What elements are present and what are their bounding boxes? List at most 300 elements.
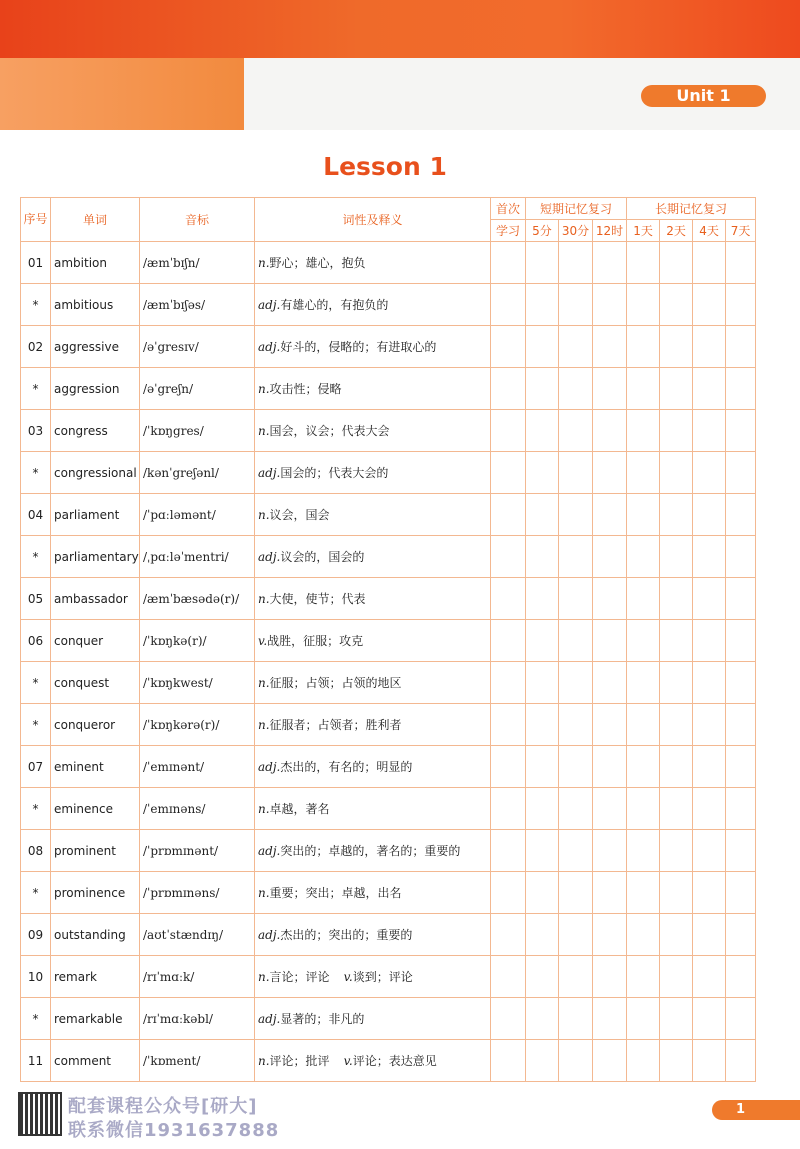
- review-7d-cell[interactable]: [726, 788, 756, 830]
- definition-text: 杰出的；突出的；重要的: [280, 928, 413, 942]
- review-7d-cell[interactable]: [726, 284, 756, 326]
- review-12h-cell[interactable]: [593, 998, 627, 1040]
- row-ipa: /ˈkɒŋkə(r)/: [140, 620, 255, 662]
- header-first-bottom: 学习: [491, 220, 526, 242]
- review-12h-cell[interactable]: [593, 284, 627, 326]
- review-first-cell[interactable]: [491, 326, 526, 368]
- definition-text: 显著的；非凡的: [280, 1012, 365, 1026]
- row-index: 08: [21, 830, 51, 872]
- row-word: aggression: [51, 368, 140, 410]
- review-5min-cell[interactable]: [526, 956, 559, 998]
- row-definition: [255, 662, 491, 704]
- review-first-cell[interactable]: [491, 956, 526, 998]
- table-row: [21, 704, 756, 746]
- review-12h-cell[interactable]: [593, 872, 627, 914]
- row-definition: [255, 1040, 491, 1082]
- row-word: conquest: [51, 662, 140, 704]
- review-4d-cell[interactable]: [693, 830, 726, 872]
- review-first-cell[interactable]: [491, 578, 526, 620]
- definition-text: 征服；占领；占领的地区: [269, 676, 402, 690]
- row-index: *: [21, 368, 51, 410]
- review-30min-cell[interactable]: [559, 368, 593, 410]
- review-1d-cell[interactable]: [627, 662, 660, 704]
- review-5min-cell[interactable]: [526, 746, 559, 788]
- row-index: 02: [21, 326, 51, 368]
- review-30min-cell[interactable]: [559, 956, 593, 998]
- review-5min-cell[interactable]: [526, 326, 559, 368]
- review-1d-cell[interactable]: [627, 410, 660, 452]
- definition-text: 大使，使节；代表: [269, 592, 366, 606]
- review-1d-cell[interactable]: [627, 578, 660, 620]
- review-30min-cell[interactable]: [559, 914, 593, 956]
- header-long-7d: 7天: [726, 220, 756, 242]
- review-4d-cell[interactable]: [693, 788, 726, 830]
- row-ipa: /æmˈbɪʃəs/: [140, 284, 255, 326]
- review-12h-cell[interactable]: [593, 1040, 627, 1082]
- review-12h-cell[interactable]: [593, 452, 627, 494]
- review-7d-cell[interactable]: [726, 242, 756, 284]
- header-long-4d: 4天: [693, 220, 726, 242]
- review-2d-cell[interactable]: [660, 956, 693, 998]
- row-word: eminent: [51, 746, 140, 788]
- definition-text: 重要；突出；卓越，出名: [269, 886, 402, 900]
- header-ipa: 音标: [140, 198, 255, 242]
- row-ipa: /aʊtˈstændɪŋ/: [140, 914, 255, 956]
- review-1d-cell[interactable]: [627, 284, 660, 326]
- review-30min-cell[interactable]: [559, 704, 593, 746]
- table-row: [21, 536, 756, 578]
- review-30min-cell[interactable]: [559, 452, 593, 494]
- review-4d-cell[interactable]: [693, 1040, 726, 1082]
- review-1d-cell[interactable]: [627, 788, 660, 830]
- review-2d-cell[interactable]: [660, 1040, 693, 1082]
- row-index: 03: [21, 410, 51, 452]
- part-of-speech: n.: [258, 382, 270, 396]
- review-7d-cell[interactable]: [726, 326, 756, 368]
- row-definition: [255, 326, 491, 368]
- review-5min-cell[interactable]: [526, 242, 559, 284]
- review-4d-cell[interactable]: [693, 746, 726, 788]
- review-7d-cell[interactable]: [726, 452, 756, 494]
- row-word: eminence: [51, 788, 140, 830]
- row-ipa: /rɪˈmɑːk/: [140, 956, 255, 998]
- header-word: 单词: [51, 198, 140, 242]
- row-word: aggressive: [51, 326, 140, 368]
- review-2d-cell[interactable]: [660, 410, 693, 452]
- lesson-title: Lesson 1: [323, 152, 447, 181]
- part-of-speech: n.: [258, 508, 270, 522]
- table-row: [21, 410, 756, 452]
- review-4d-cell[interactable]: [693, 956, 726, 998]
- review-7d-cell[interactable]: [726, 998, 756, 1040]
- review-5min-cell[interactable]: [526, 914, 559, 956]
- review-12h-cell[interactable]: [593, 830, 627, 872]
- review-first-cell[interactable]: [491, 998, 526, 1040]
- review-7d-cell[interactable]: [726, 620, 756, 662]
- review-first-cell[interactable]: [491, 872, 526, 914]
- review-2d-cell[interactable]: [660, 620, 693, 662]
- row-index: 06: [21, 620, 51, 662]
- footer-promo-line1: 配套课程公众号[研大]: [68, 1096, 258, 1117]
- part-of-speech: n.: [258, 886, 270, 900]
- row-word: ambition: [51, 242, 140, 284]
- row-index: 04: [21, 494, 51, 536]
- row-ipa: /ˈprɒmɪnəns/: [140, 872, 255, 914]
- row-definition: [255, 830, 491, 872]
- review-7d-cell[interactable]: [726, 704, 756, 746]
- review-30min-cell[interactable]: [559, 872, 593, 914]
- row-word: conqueror: [51, 704, 140, 746]
- review-first-cell[interactable]: [491, 914, 526, 956]
- review-2d-cell[interactable]: [660, 326, 693, 368]
- row-ipa: /ˈemɪnənt/: [140, 746, 255, 788]
- part-of-speech: n.: [258, 592, 270, 606]
- row-ipa: /kənˈgreʃənl/: [140, 452, 255, 494]
- review-first-cell[interactable]: [491, 830, 526, 872]
- row-index: *: [21, 284, 51, 326]
- review-7d-cell[interactable]: [726, 914, 756, 956]
- part-of-speech: v.: [343, 1054, 353, 1068]
- review-5min-cell[interactable]: [526, 578, 559, 620]
- review-first-cell[interactable]: [491, 1040, 526, 1082]
- review-7d-cell[interactable]: [726, 830, 756, 872]
- review-1d-cell[interactable]: [627, 242, 660, 284]
- review-1d-cell[interactable]: [627, 872, 660, 914]
- header-long-1d: 1天: [627, 220, 660, 242]
- definition-text: 国会，议会；代表大会: [269, 424, 390, 438]
- definition-text: 国会的；代表大会的: [280, 466, 389, 480]
- review-1d-cell[interactable]: [627, 704, 660, 746]
- review-1d-cell[interactable]: [627, 830, 660, 872]
- review-7d-cell[interactable]: [726, 410, 756, 452]
- header-banner: [0, 0, 800, 58]
- review-12h-cell[interactable]: [593, 494, 627, 536]
- row-definition: [255, 452, 491, 494]
- page-number: 1: [712, 1100, 800, 1120]
- review-4d-cell[interactable]: [693, 368, 726, 410]
- header-long-term: 长期记忆复习: [627, 198, 756, 220]
- review-30min-cell[interactable]: [559, 410, 593, 452]
- part-of-speech: adj.: [258, 928, 281, 942]
- review-4d-cell[interactable]: [693, 620, 726, 662]
- review-2d-cell[interactable]: [660, 746, 693, 788]
- part-of-speech: adj.: [258, 844, 281, 858]
- row-index: *: [21, 662, 51, 704]
- header-long-2d: 2天: [660, 220, 693, 242]
- row-ipa: /ˈemɪnəns/: [140, 788, 255, 830]
- review-12h-cell[interactable]: [593, 326, 627, 368]
- review-5min-cell[interactable]: [526, 620, 559, 662]
- review-30min-cell[interactable]: [559, 662, 593, 704]
- table-row: [21, 578, 756, 620]
- review-5min-cell[interactable]: [526, 410, 559, 452]
- row-word: ambitious: [51, 284, 140, 326]
- review-12h-cell[interactable]: [593, 956, 627, 998]
- part-of-speech: adj.: [258, 340, 281, 354]
- row-definition: [255, 242, 491, 284]
- part-of-speech: v.: [343, 970, 353, 984]
- row-definition: [255, 998, 491, 1040]
- review-2d-cell[interactable]: [660, 452, 693, 494]
- review-first-cell[interactable]: [491, 452, 526, 494]
- review-5min-cell[interactable]: [526, 788, 559, 830]
- review-12h-cell[interactable]: [593, 788, 627, 830]
- review-4d-cell[interactable]: [693, 578, 726, 620]
- header-first-top: 首次: [491, 198, 526, 220]
- part-of-speech: adj.: [258, 760, 281, 774]
- review-7d-cell[interactable]: [726, 494, 756, 536]
- row-index: 10: [21, 956, 51, 998]
- row-definition: [255, 872, 491, 914]
- row-ipa: /ˈkɒment/: [140, 1040, 255, 1082]
- row-index: 01: [21, 242, 51, 284]
- part-of-speech: v.: [258, 634, 268, 648]
- review-first-cell[interactable]: [491, 284, 526, 326]
- vocabulary-table: [20, 197, 756, 1082]
- row-word: outstanding: [51, 914, 140, 956]
- review-1d-cell[interactable]: [627, 956, 660, 998]
- row-definition: [255, 536, 491, 578]
- review-first-cell[interactable]: [491, 746, 526, 788]
- row-ipa: /æmˈbɪʃn/: [140, 242, 255, 284]
- definition-text: 议会的，国会的: [280, 550, 365, 564]
- part-of-speech: adj.: [258, 466, 281, 480]
- header-accent-block: [0, 58, 244, 130]
- review-2d-cell[interactable]: [660, 662, 693, 704]
- review-30min-cell[interactable]: [559, 326, 593, 368]
- review-first-cell[interactable]: [491, 368, 526, 410]
- review-2d-cell[interactable]: [660, 494, 693, 536]
- review-7d-cell[interactable]: [726, 536, 756, 578]
- review-4d-cell[interactable]: [693, 662, 726, 704]
- review-4d-cell[interactable]: [693, 704, 726, 746]
- review-12h-cell[interactable]: [593, 704, 627, 746]
- definition-text: 言论；评论: [269, 970, 330, 984]
- review-30min-cell[interactable]: [559, 830, 593, 872]
- review-4d-cell[interactable]: [693, 536, 726, 578]
- review-2d-cell[interactable]: [660, 536, 693, 578]
- review-first-cell[interactable]: [491, 788, 526, 830]
- row-word: remarkable: [51, 998, 140, 1040]
- review-2d-cell[interactable]: [660, 914, 693, 956]
- row-definition: [255, 620, 491, 662]
- review-7d-cell[interactable]: [726, 1040, 756, 1082]
- review-first-cell[interactable]: [491, 494, 526, 536]
- table-row: [21, 872, 756, 914]
- review-2d-cell[interactable]: [660, 284, 693, 326]
- row-ipa: /ˈprɒmɪnənt/: [140, 830, 255, 872]
- review-30min-cell[interactable]: [559, 284, 593, 326]
- review-4d-cell[interactable]: [693, 914, 726, 956]
- row-index: 07: [21, 746, 51, 788]
- row-ipa: /ˈpɑːləmənt/: [140, 494, 255, 536]
- review-4d-cell[interactable]: [693, 494, 726, 536]
- table-row: [21, 284, 756, 326]
- review-4d-cell[interactable]: [693, 998, 726, 1040]
- table-row: [21, 326, 756, 368]
- row-word: parliamentary: [51, 536, 140, 578]
- row-word: prominence: [51, 872, 140, 914]
- row-index: 11: [21, 1040, 51, 1082]
- table-row: [21, 956, 756, 998]
- part-of-speech: n.: [258, 1054, 270, 1068]
- definition-text: 评论；表达意见: [352, 1054, 437, 1068]
- row-index: 09: [21, 914, 51, 956]
- table-row: [21, 620, 756, 662]
- part-of-speech: n.: [258, 256, 270, 270]
- review-2d-cell[interactable]: [660, 830, 693, 872]
- part-of-speech: adj.: [258, 550, 281, 564]
- review-30min-cell[interactable]: [559, 788, 593, 830]
- table-row: [21, 998, 756, 1040]
- review-5min-cell[interactable]: [526, 662, 559, 704]
- review-12h-cell[interactable]: [593, 620, 627, 662]
- review-1d-cell[interactable]: [627, 494, 660, 536]
- review-4d-cell[interactable]: [693, 242, 726, 284]
- unit-badge: Unit 1: [641, 85, 766, 107]
- row-word: conquer: [51, 620, 140, 662]
- row-word: congressional: [51, 452, 140, 494]
- review-4d-cell[interactable]: [693, 284, 726, 326]
- part-of-speech: n.: [258, 676, 270, 690]
- review-4d-cell[interactable]: [693, 872, 726, 914]
- review-30min-cell[interactable]: [559, 494, 593, 536]
- review-5min-cell[interactable]: [526, 452, 559, 494]
- row-definition: [255, 494, 491, 536]
- review-30min-cell[interactable]: [559, 536, 593, 578]
- header-short-5min: 5分: [526, 220, 559, 242]
- review-30min-cell[interactable]: [559, 242, 593, 284]
- review-30min-cell[interactable]: [559, 620, 593, 662]
- review-30min-cell[interactable]: [559, 998, 593, 1040]
- review-first-cell[interactable]: [491, 536, 526, 578]
- row-index: *: [21, 788, 51, 830]
- row-word: remark: [51, 956, 140, 998]
- row-definition: [255, 368, 491, 410]
- review-1d-cell[interactable]: [627, 326, 660, 368]
- definition-text: 谈到；评论: [352, 970, 413, 984]
- review-7d-cell[interactable]: [726, 872, 756, 914]
- review-12h-cell[interactable]: [593, 410, 627, 452]
- review-4d-cell[interactable]: [693, 452, 726, 494]
- review-5min-cell[interactable]: [526, 998, 559, 1040]
- review-5min-cell[interactable]: [526, 284, 559, 326]
- review-30min-cell[interactable]: [559, 1040, 593, 1082]
- row-word: parliament: [51, 494, 140, 536]
- review-12h-cell[interactable]: [593, 578, 627, 620]
- review-12h-cell[interactable]: [593, 242, 627, 284]
- row-index: *: [21, 704, 51, 746]
- review-2d-cell[interactable]: [660, 578, 693, 620]
- review-12h-cell[interactable]: [593, 536, 627, 578]
- review-2d-cell[interactable]: [660, 704, 693, 746]
- review-1d-cell[interactable]: [627, 452, 660, 494]
- definition-text: 征服者；占领者；胜利者: [269, 718, 402, 732]
- review-2d-cell[interactable]: [660, 788, 693, 830]
- review-5min-cell[interactable]: [526, 830, 559, 872]
- row-word: prominent: [51, 830, 140, 872]
- review-1d-cell[interactable]: [627, 620, 660, 662]
- header-short-term: 短期记忆复习: [526, 198, 627, 220]
- review-5min-cell[interactable]: [526, 494, 559, 536]
- review-1d-cell[interactable]: [627, 998, 660, 1040]
- review-12h-cell[interactable]: [593, 914, 627, 956]
- review-5min-cell[interactable]: [526, 1040, 559, 1082]
- review-1d-cell[interactable]: [627, 914, 660, 956]
- row-ipa: /əˈgresɪv/: [140, 326, 255, 368]
- row-definition: [255, 914, 491, 956]
- review-1d-cell[interactable]: [627, 368, 660, 410]
- table-row: [21, 494, 756, 536]
- review-1d-cell[interactable]: [627, 536, 660, 578]
- review-2d-cell[interactable]: [660, 368, 693, 410]
- review-2d-cell[interactable]: [660, 242, 693, 284]
- review-5min-cell[interactable]: [526, 368, 559, 410]
- row-definition: [255, 284, 491, 326]
- review-2d-cell[interactable]: [660, 872, 693, 914]
- review-7d-cell[interactable]: [726, 662, 756, 704]
- review-first-cell[interactable]: [491, 620, 526, 662]
- review-1d-cell[interactable]: [627, 746, 660, 788]
- row-index: *: [21, 872, 51, 914]
- table-row: [21, 452, 756, 494]
- review-12h-cell[interactable]: [593, 662, 627, 704]
- definition-text: 攻击性；侵略: [269, 382, 342, 396]
- review-30min-cell[interactable]: [559, 578, 593, 620]
- row-ipa: /rɪˈmɑːkəbl/: [140, 998, 255, 1040]
- definition-text: 野心；雄心，抱负: [269, 256, 366, 270]
- row-definition: [255, 578, 491, 620]
- header-index: 序号: [21, 198, 51, 242]
- table-row: [21, 662, 756, 704]
- row-ipa: /ˈkɒŋgres/: [140, 410, 255, 452]
- review-first-cell[interactable]: [491, 704, 526, 746]
- review-12h-cell[interactable]: [593, 746, 627, 788]
- review-5min-cell[interactable]: [526, 872, 559, 914]
- review-7d-cell[interactable]: [726, 746, 756, 788]
- review-7d-cell[interactable]: [726, 368, 756, 410]
- part-of-speech: n.: [258, 718, 270, 732]
- review-7d-cell[interactable]: [726, 578, 756, 620]
- review-4d-cell[interactable]: [693, 326, 726, 368]
- review-4d-cell[interactable]: [693, 410, 726, 452]
- row-index: *: [21, 452, 51, 494]
- row-ipa: /ˈkɒŋkwest/: [140, 662, 255, 704]
- review-first-cell[interactable]: [491, 242, 526, 284]
- review-7d-cell[interactable]: [726, 956, 756, 998]
- header-short-12h: 12时: [593, 220, 627, 242]
- table-row: [21, 914, 756, 956]
- review-12h-cell[interactable]: [593, 368, 627, 410]
- review-1d-cell[interactable]: [627, 1040, 660, 1082]
- row-word: ambassador: [51, 578, 140, 620]
- row-ipa: /ˌpɑːləˈmentri/: [140, 536, 255, 578]
- review-first-cell[interactable]: [491, 410, 526, 452]
- table-row: [21, 830, 756, 872]
- row-definition: [255, 788, 491, 830]
- review-5min-cell[interactable]: [526, 704, 559, 746]
- row-index: *: [21, 998, 51, 1040]
- review-5min-cell[interactable]: [526, 536, 559, 578]
- review-2d-cell[interactable]: [660, 998, 693, 1040]
- definition-text: 好斗的，侵略的；有进取心的: [280, 340, 437, 354]
- review-first-cell[interactable]: [491, 662, 526, 704]
- review-30min-cell[interactable]: [559, 746, 593, 788]
- row-index: 05: [21, 578, 51, 620]
- definition-text: 有雄心的，有抱负的: [280, 298, 389, 312]
- part-of-speech: adj.: [258, 298, 281, 312]
- row-ipa: /əˈgreʃn/: [140, 368, 255, 410]
